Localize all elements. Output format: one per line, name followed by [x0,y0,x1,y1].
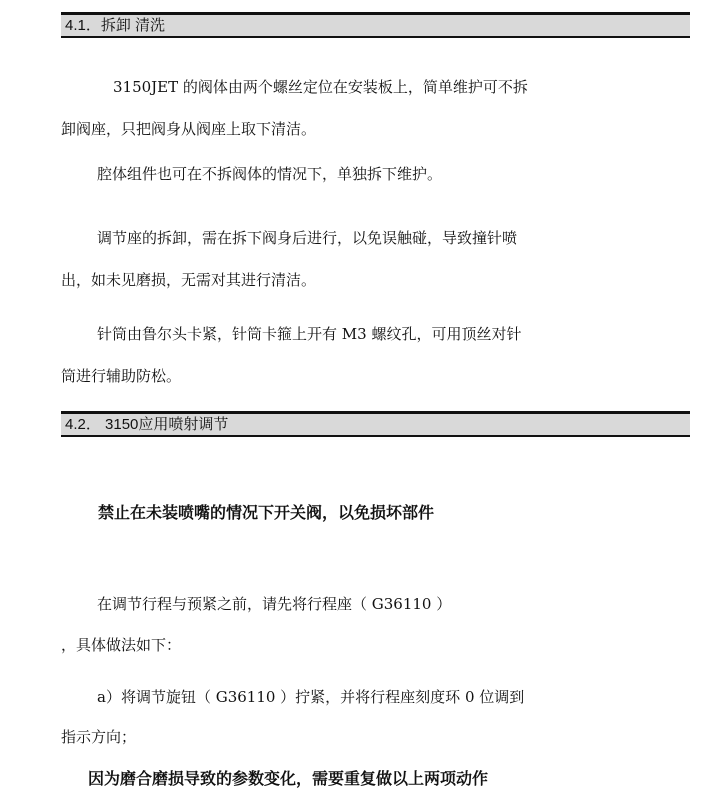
section-heading-4-2-text: 4.2． 3150应用喷射调节 [65,416,229,433]
section-heading-4-1-text: 4.1．拆卸 清洗 [65,17,166,34]
paragraph-line: 腔体组件也可在不拆阀体的情况下，单独拆下维护。 [97,165,443,183]
paragraph-line: 出，如未见磨损，无需对其进行清洁。 [61,271,317,289]
paragraph-line: 针筒由鲁尔头卡紧，针筒卡箍上开有 M3 螺纹孔，可用顶丝对针 [97,325,522,343]
paragraph-line: 卸阀座，只把阀身从阀座上取下清洁。 [61,120,317,138]
section-heading-4-1 [61,12,690,38]
section-heading-4-2 [61,411,690,437]
paragraph-line: 指示方向； [61,728,137,746]
paragraph-line: 在调节行程与预紧之前，请先将行程座（ G36110 ） [97,595,452,613]
warning-text: 禁止在未装喷嘴的情况下开关阀，以免损坏部件 [98,505,435,522]
note-text: 因为磨合磨损导致的参数变化，需要重复做以上两项动作 [88,771,489,788]
paragraph-line: ，具体做法如下： [61,636,182,654]
paragraph-line: 3150JET 的阀体由两个螺丝定位在安装板上，简单维护可不拆 [113,78,528,96]
paragraph-line: 筒进行辅助防松。 [61,367,182,385]
paragraph-line: 调节座的拆卸，需在拆下阀身后进行，以免误触碰，导致撞针喷 [97,229,518,247]
paragraph-line: a）将调节旋钮（ G36110 ）拧紧，并将行程座刻度环 0 位调到 [97,688,525,706]
